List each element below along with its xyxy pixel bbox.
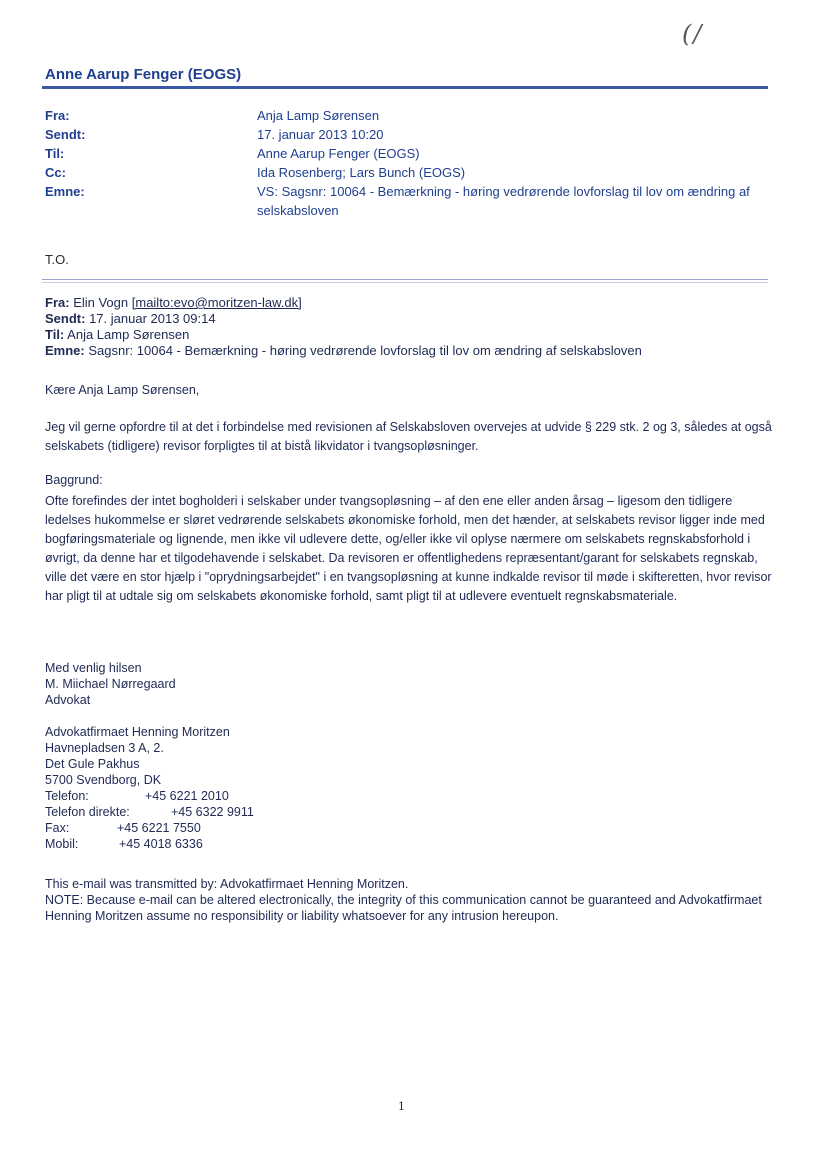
salutation: Kære Anja Lamp Sørensen, bbox=[45, 383, 200, 397]
header-label: Cc: bbox=[45, 165, 66, 180]
handwritten-page-mark: (/ bbox=[682, 20, 704, 48]
phone-label: Telefon: bbox=[45, 789, 89, 803]
header-row-fra bbox=[45, 106, 775, 125]
signature-title: Advokat bbox=[45, 693, 91, 707]
header-value: Anja Lamp Sørensen bbox=[257, 108, 380, 123]
header-value: 17. januar 2013 10:20 bbox=[257, 127, 384, 142]
firm-name: Advokatfirmaet Henning Moritzen bbox=[45, 725, 230, 739]
forward-label: Til: bbox=[45, 327, 65, 342]
header-value: VS: Sagsnr: 10064 - Bemærkning - høring vedrørende lovforslag til lov om ændring af selskabsloven bbox=[257, 184, 750, 218]
to-note: T.O. bbox=[45, 252, 69, 267]
forward-label: Emne: bbox=[45, 343, 85, 358]
header-value: Anne Aarup Fenger (EOGS) bbox=[257, 146, 420, 161]
email-disclaimer bbox=[45, 876, 785, 924]
forward-row-sendt bbox=[45, 311, 785, 327]
mailbox-owner-name: Anne Aarup Fenger (EOGS) bbox=[45, 66, 242, 83]
forward-row-emne bbox=[45, 343, 785, 359]
direct-phone-label: Telefon direkte: bbox=[45, 805, 130, 819]
mobile-row bbox=[45, 836, 254, 852]
forward-label: Sendt: bbox=[45, 311, 86, 326]
header-value: Ida Rosenberg; Lars Bunch (EOGS) bbox=[257, 165, 466, 180]
header-label: Sendt: bbox=[45, 127, 86, 142]
forwarded-header bbox=[45, 295, 785, 359]
header-row-cc bbox=[45, 163, 775, 182]
forward-value: 17. januar 2013 09:14 bbox=[89, 311, 216, 326]
address-line: 5700 Svendborg, DK bbox=[45, 773, 162, 787]
forward-label: Fra: bbox=[45, 295, 70, 310]
disclaimer-line-2: NOTE: Because e-mail can be altered electronically, the integrity of this communication cannot be guaranteed and Advokatfirmaet Henning Moritzen assume no responsibility or liability whatsoever for any intrusion hereupon. bbox=[45, 893, 762, 923]
forward-value: Sagsnr: 10064 - Bemærkning - høring vedrørende lovforslag til lov om ændring af selskabsloven bbox=[88, 343, 642, 358]
direct-phone-row bbox=[45, 804, 254, 820]
forward-separator bbox=[42, 279, 768, 283]
header-label: Emne: bbox=[45, 184, 85, 199]
sender-email-link[interactable]: [mailto:evo@moritzen-law.dk] bbox=[131, 295, 302, 310]
body-paragraph-1: Jeg vil gerne opfordre til at det i forbindelse med revisionen af Selskabsloven overvejes at udvide § 229 stk. 2 og 3, således at også selskabets (tidligere) revisor forpligtes til at bistå likvidator i tvangsopløsninger. bbox=[45, 420, 772, 453]
address-line: Havnepladsen 3 A, 2. bbox=[45, 741, 164, 755]
owner-divider bbox=[42, 86, 768, 89]
email-header bbox=[45, 106, 775, 220]
forward-sender-name: Elin Vogn bbox=[73, 295, 129, 310]
fax-value: +45 6221 7550 bbox=[117, 821, 201, 835]
header-row-til bbox=[45, 144, 775, 163]
header-label: Til: bbox=[45, 146, 65, 161]
phone-row bbox=[45, 788, 254, 804]
disclaimer-line-1: This e-mail was transmitted by: Advokatfirmaet Henning Moritzen. bbox=[45, 877, 409, 891]
mobile-value: +45 4018 6336 bbox=[119, 837, 203, 851]
signature-block bbox=[45, 660, 254, 852]
background-label: Baggrund: bbox=[45, 473, 103, 487]
fax-row bbox=[45, 820, 254, 836]
body-paragraph-2: Ofte forefindes der intet bogholderi i selskaber under tvangsopløsning – af den ene eller anden årsag – ligesom den tidligere ledelses hukommelse er sløret vedrørende selskabets økonomiske forhold, men det hænder, at selskabets revisor ligger inde med bogføringsmateriale og lignende, men ikke vil udlevere dette, og/eller ikke vil oplyse nærmere om selskabets regnskabsforhold i øvrigt, da denne har et tilgodehavende i selskabet. Da revisoren er offentlighedens repræsentant/garant for selskabets regnskab, ville det være en stor hjælp i "oprydningsarbejdet" i en tvangsopløsning at kunne indkalde revisor til møde i skifteretten, hvor revisor har pligt til at udtale sig om selskabets økonomiske forhold, samt pligt til at udlevere eventuelt regnskabsmateriale. bbox=[45, 494, 772, 603]
header-row-sendt bbox=[45, 125, 775, 144]
header-row-emne bbox=[45, 182, 775, 220]
header-label: Fra: bbox=[45, 108, 70, 123]
signature-name: M. Miichael Nørregaard bbox=[45, 677, 176, 691]
fax-label: Fax: bbox=[45, 821, 70, 835]
forward-value: Anja Lamp Sørensen bbox=[67, 327, 190, 342]
signature-closing: Med venlig hilsen bbox=[45, 661, 142, 675]
address-line: Det Gule Pakhus bbox=[45, 757, 140, 771]
forward-row-fra bbox=[45, 295, 785, 311]
direct-phone-value: +45 6322 9911 bbox=[171, 805, 254, 819]
phone-value: +45 6221 2010 bbox=[145, 789, 229, 803]
page-number: 1 bbox=[398, 1100, 405, 1113]
forward-row-til bbox=[45, 327, 785, 343]
mobile-label: Mobil: bbox=[45, 837, 79, 851]
